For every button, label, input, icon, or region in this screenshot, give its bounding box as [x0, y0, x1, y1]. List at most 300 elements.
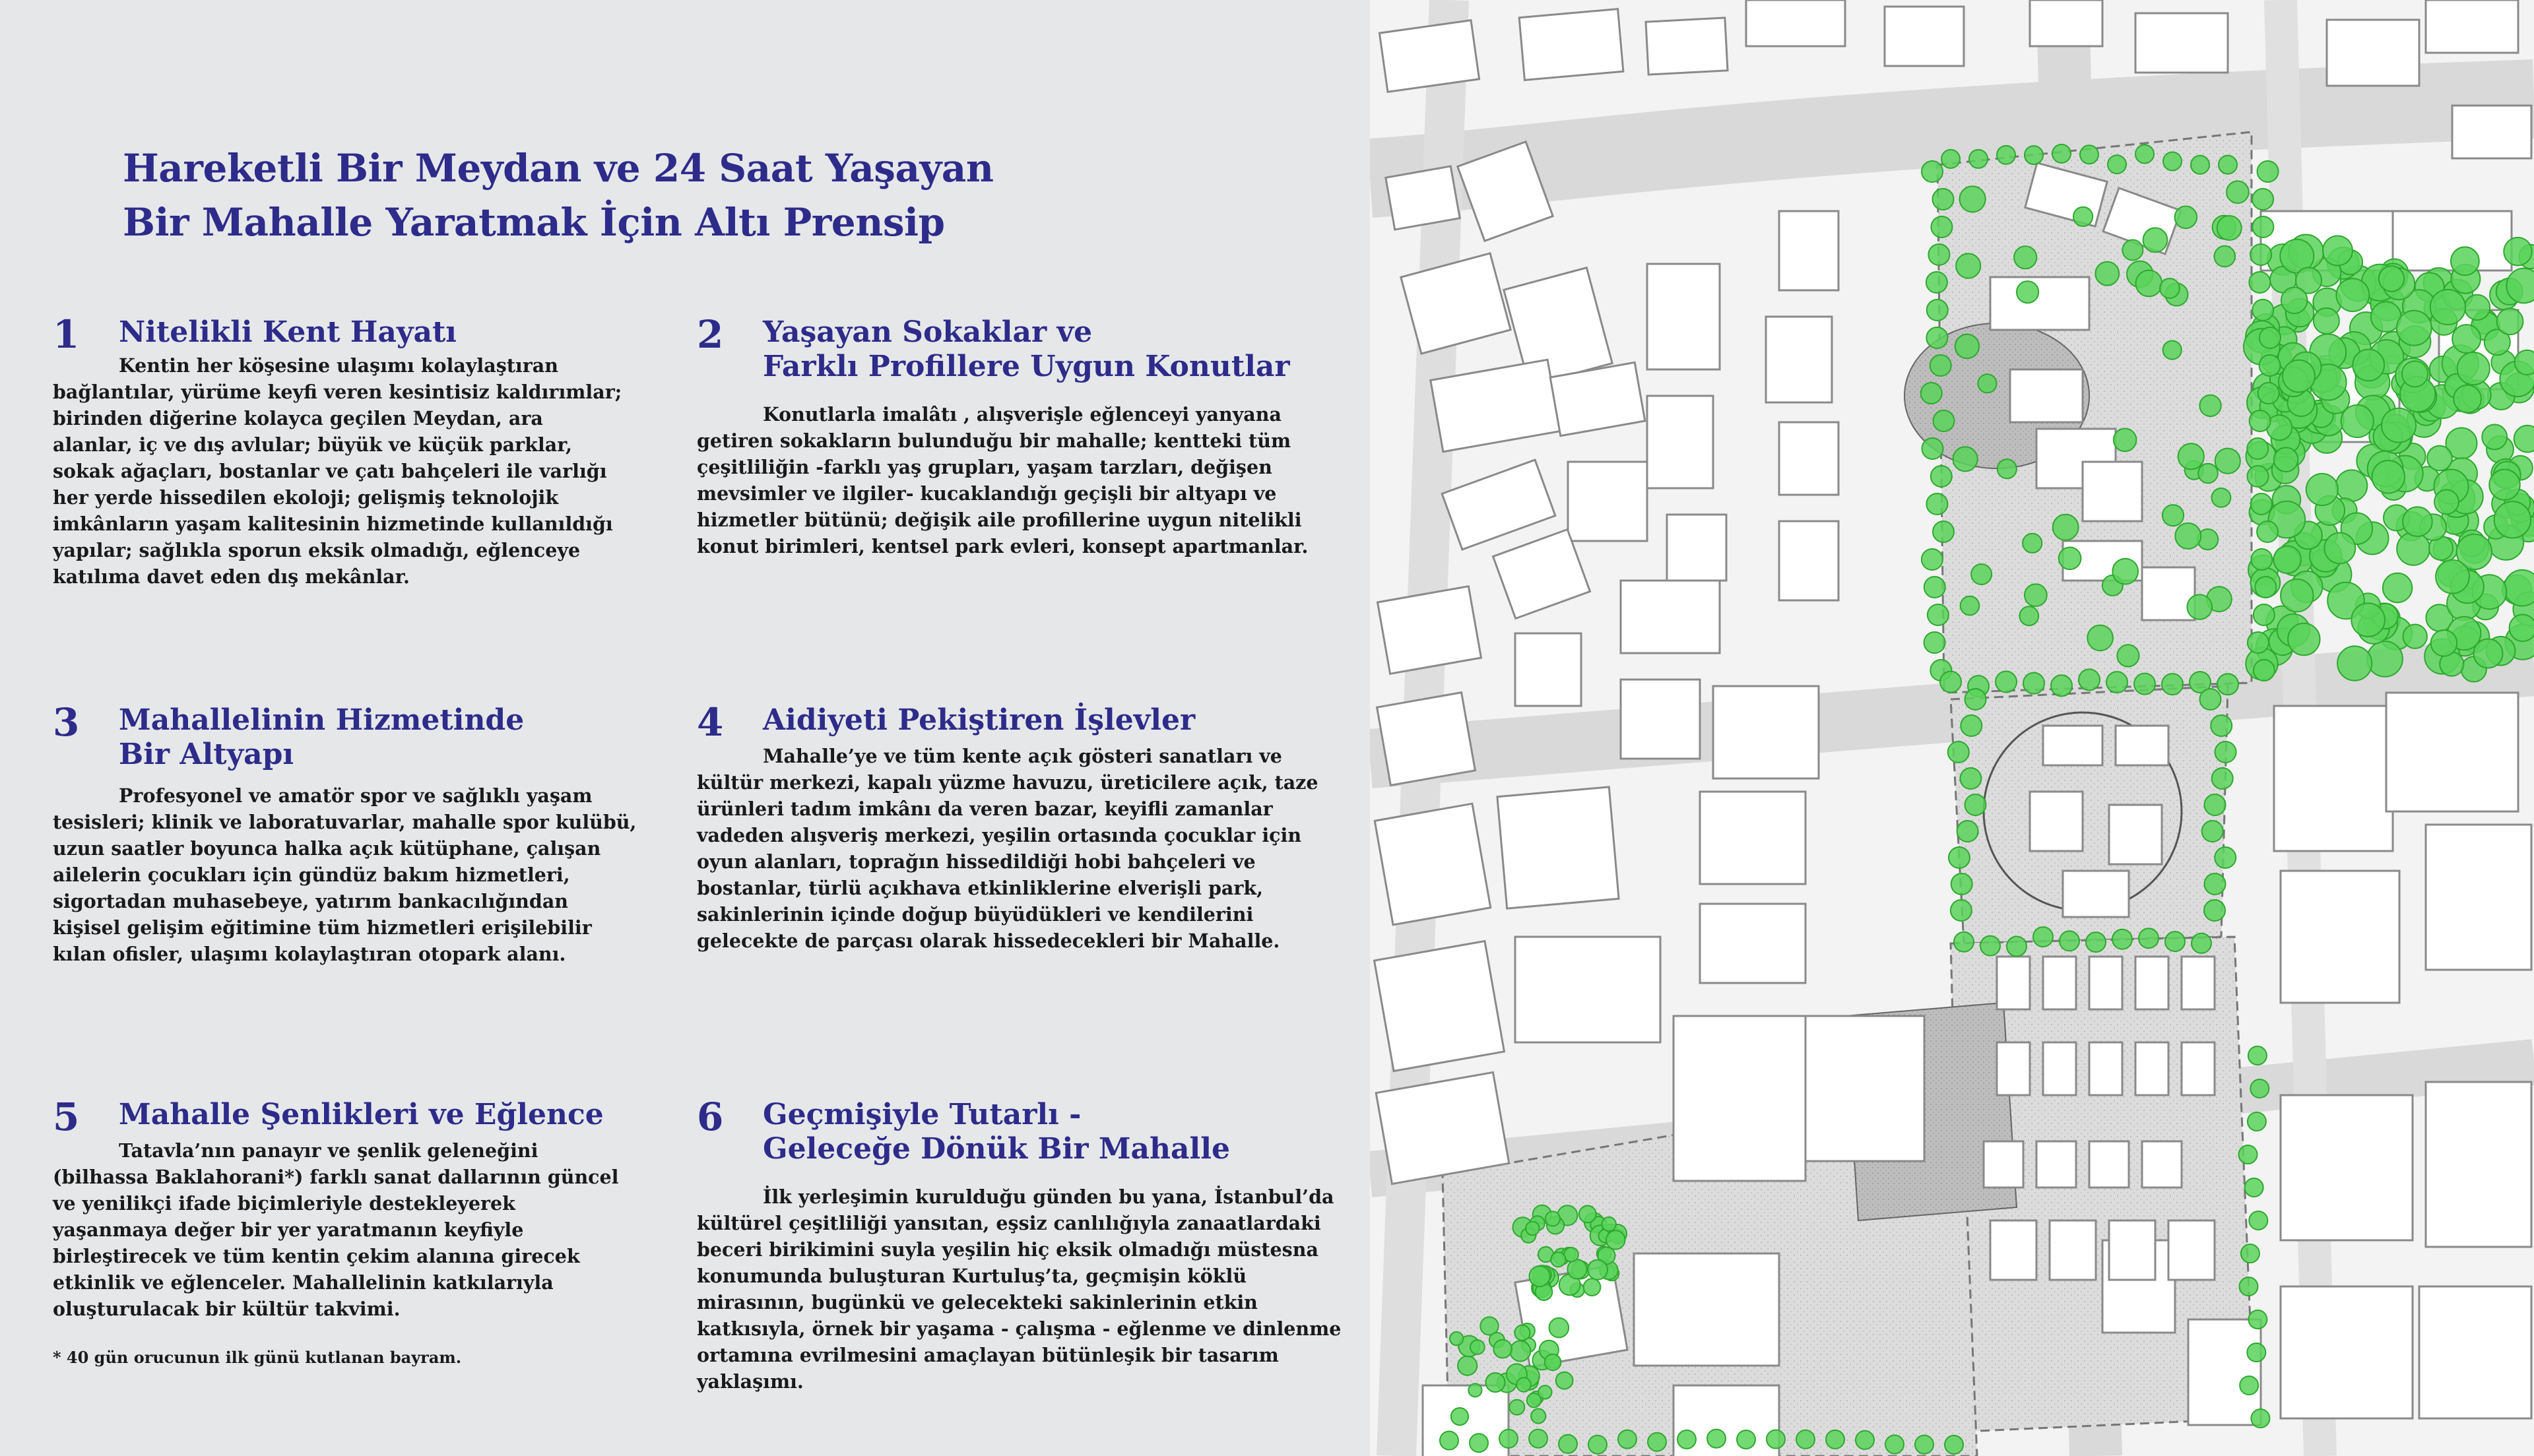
building — [1990, 277, 2089, 330]
tree — [2073, 207, 2093, 226]
building — [1746, 0, 1845, 46]
tree — [2162, 674, 2183, 695]
building — [2109, 805, 2162, 864]
building — [2109, 1220, 2155, 1280]
tree — [2202, 821, 2223, 842]
tree — [2306, 474, 2338, 505]
tree — [1949, 847, 1970, 868]
building — [1442, 460, 1555, 550]
tree — [1588, 1260, 1608, 1280]
building — [1386, 166, 1460, 230]
tree — [2465, 295, 2490, 320]
body-line: konut birimleri, kentsel park evleri, konsept apartmanlar. — [697, 535, 1309, 557]
building — [1997, 957, 2030, 1009]
building — [2182, 957, 2215, 1009]
principle-title — [763, 1098, 1230, 1166]
tree — [2431, 630, 2457, 656]
body-line: ailelerin çocukları için gündüz bakım hizmetleri, — [53, 864, 570, 886]
tree — [2215, 847, 2236, 868]
tree — [2212, 488, 2231, 507]
tree — [2247, 438, 2268, 459]
tree — [2324, 533, 2355, 564]
tree — [1618, 1430, 1637, 1449]
tree — [1737, 1430, 1755, 1449]
body-line: kılan ofisler, ulaşımı kolaylaştıran otopark alanı. — [53, 943, 566, 965]
tree — [1969, 150, 1988, 168]
tree — [1928, 244, 1949, 265]
building — [2050, 1220, 2096, 1280]
building — [1377, 693, 1476, 786]
principle-number: 3 — [53, 700, 80, 745]
building — [1375, 941, 1505, 1071]
tree — [1549, 1318, 1569, 1338]
tree — [2283, 360, 2315, 393]
body-line: Mahalle’ye ve tüm kente açık gösteri sanatları ve — [763, 745, 1282, 767]
tree — [1922, 161, 1943, 182]
tree — [2079, 669, 2100, 690]
building — [1885, 7, 1964, 66]
tree — [2336, 470, 2367, 501]
building — [1667, 515, 1726, 581]
tree — [1951, 900, 1972, 921]
building — [2030, 0, 2102, 46]
building — [2274, 706, 2393, 851]
building — [2426, 825, 2531, 970]
building — [2386, 693, 2518, 811]
tree — [2204, 900, 2225, 921]
tree — [2337, 278, 2370, 311]
tree — [1545, 1354, 1561, 1371]
tree — [2240, 1277, 2258, 1296]
building — [1646, 18, 1728, 75]
building — [1647, 396, 1713, 488]
tree — [2033, 927, 2053, 947]
body-line: İlk yerleşimin kurulduğu günden bu yana, İstanbul’da — [763, 1186, 1334, 1208]
tree — [1971, 564, 1992, 585]
tree — [2247, 1343, 2265, 1362]
tree — [2489, 470, 2519, 500]
building — [1519, 9, 1623, 80]
body-line: kültürel çeşitliliği yansıtan, eşsiz canlılığıyla zanaatlardaki — [697, 1212, 1321, 1234]
principle-title-line: Geçmişiyle Tutarlı - — [763, 1098, 1082, 1131]
body-line: gelecekte de parçası olarak hissedecekleri bir Mahalle. — [697, 930, 1280, 952]
tree — [1996, 672, 2017, 693]
building — [2142, 567, 2195, 620]
building — [1621, 581, 1720, 653]
body-line: sigortadan muhasebeye, yatırım bankacılığından — [53, 890, 569, 912]
body-line: mirasının, bugünkü ve gelecekteki sakinlerinin etkin — [697, 1291, 1258, 1314]
tree — [1932, 216, 1953, 237]
tree — [1458, 1356, 1477, 1376]
tree — [2095, 262, 2119, 286]
body-line: yapılar; sağlıkla sporun eksik olmadığı, eğlenceye — [53, 539, 581, 561]
tree — [1948, 742, 1969, 763]
tree — [2025, 146, 2043, 164]
building — [2182, 1042, 2215, 1095]
body-line: her yerde hissedilen ekoloji; gelişmiş teknolojik — [53, 486, 559, 509]
building — [1378, 586, 1481, 674]
principle-title-line: Yaşayan Sokaklar ve — [763, 315, 1093, 349]
building — [2089, 1042, 2122, 1095]
principle-title — [763, 315, 1290, 384]
tree — [2251, 1409, 2269, 1428]
body-line: yaklaşımı. — [697, 1370, 804, 1393]
body-line: yaşanmaya değer bir yer yaratmanın keyfiyle — [53, 1219, 524, 1241]
building — [2083, 462, 2142, 521]
tree — [2112, 930, 2132, 949]
principle-number: 4 — [697, 700, 724, 745]
tree — [2436, 560, 2469, 594]
tree — [1927, 300, 1948, 321]
tree — [1545, 1211, 1560, 1226]
body-line: uzun saatler boyunca halka açık kütüphane, çalışan — [53, 837, 601, 860]
body-line: tesisleri; klinik ve laboratuvarlar, mahalle spor kulübü, — [53, 811, 637, 833]
tree — [2252, 189, 2273, 210]
building — [2116, 726, 2168, 765]
tree — [1470, 1340, 1485, 1354]
principle-body — [697, 1184, 1341, 1395]
building — [2281, 1286, 2413, 1418]
tree — [2108, 155, 2126, 174]
tree — [2281, 579, 2313, 612]
tree — [2053, 515, 2079, 540]
tree — [1509, 1400, 1524, 1415]
tree — [1796, 1430, 1815, 1449]
tree — [2165, 932, 2185, 951]
body-line: kültür merkezi, kapalı yüzme havuzu, üreticilere açık, taze — [697, 771, 1318, 794]
building — [1990, 1220, 2036, 1280]
tree — [2258, 161, 2279, 182]
tree — [2314, 308, 2339, 334]
tree — [2023, 673, 2044, 694]
tree — [2191, 156, 2209, 174]
building — [2188, 1319, 2261, 1425]
page-title-line-1: Hareketli Bir Meydan ve 24 Saat Yaşayan — [123, 146, 994, 191]
body-line: ve yenilikçi ifade biçimleriyle destekleyerek — [53, 1192, 515, 1215]
tree — [2494, 501, 2531, 538]
tree — [2251, 549, 2272, 570]
tree — [2367, 641, 2403, 677]
body-line: katkısıyla, örnek bir yaşama - çalışma - eğlenme ve dinlenme — [697, 1317, 1342, 1340]
building — [1634, 1253, 1779, 1366]
tree — [2382, 408, 2416, 443]
tree — [1885, 1435, 1904, 1453]
tree — [1928, 604, 1949, 625]
principle-body — [53, 1137, 618, 1322]
tree — [1978, 374, 1996, 393]
tree — [2430, 290, 2465, 325]
building — [1621, 680, 1700, 759]
site-plan-drawing — [1370, 0, 2534, 1456]
tree — [2504, 570, 2534, 606]
tree — [2514, 426, 2534, 453]
building — [2135, 13, 2228, 73]
building — [2063, 871, 2129, 917]
tree — [1531, 1409, 1545, 1423]
building — [2043, 1042, 2076, 1095]
tree — [2217, 216, 2242, 240]
tree — [1954, 932, 1974, 952]
tree — [2504, 237, 2531, 265]
tree — [2248, 1046, 2267, 1065]
page-title — [123, 141, 1245, 249]
tree — [1997, 146, 2015, 164]
tree — [2019, 606, 2038, 625]
tree — [1922, 549, 1943, 570]
principle-number: 2 — [697, 312, 724, 357]
tree — [1941, 150, 1960, 168]
tree — [2274, 447, 2298, 472]
tree — [2160, 278, 2180, 298]
tree — [1933, 521, 1954, 542]
principle-title — [119, 703, 524, 772]
building — [2030, 792, 2083, 851]
principle-title-line: Mahalle Şenlikleri ve Eğlence — [119, 1098, 604, 1131]
principle-title-line: Nitelikli Kent Hayatı — [119, 315, 457, 349]
tree — [2052, 144, 2071, 163]
building — [2043, 726, 2102, 765]
tree — [2482, 425, 2507, 450]
tree — [2249, 1211, 2267, 1230]
building — [2168, 1220, 2215, 1280]
tree — [1677, 1430, 1696, 1449]
tree — [2245, 1178, 2263, 1197]
tree — [1526, 1222, 1540, 1236]
tree — [1648, 1433, 1666, 1451]
tree — [1953, 447, 1978, 471]
principle-title-line: Aidiyeti Pekiştiren İşlevler — [763, 703, 1196, 737]
tree — [2451, 247, 2479, 275]
page-title-line-2: Bir Mahalle Yaratmak İçin Altı Prensip — [123, 200, 945, 245]
tree — [2248, 1310, 2267, 1329]
tree — [1951, 873, 1972, 895]
principle-title-line: Geleceğe Dönük Bir Mahalle — [763, 1132, 1230, 1166]
tree — [1960, 768, 1981, 789]
tree — [1440, 1432, 1458, 1450]
tree — [1606, 1230, 1625, 1249]
building — [1515, 633, 1581, 706]
building — [1997, 1042, 2030, 1095]
building — [2089, 957, 2122, 1009]
tree — [1940, 672, 1961, 693]
tree — [2241, 1244, 2259, 1263]
principle-body — [53, 352, 622, 590]
building — [2036, 1141, 2076, 1187]
tree — [2453, 385, 2481, 413]
tree — [2379, 266, 2404, 291]
tree — [2403, 625, 2427, 649]
tree — [2106, 672, 2128, 693]
tree — [2014, 246, 2036, 269]
building — [1700, 904, 1805, 983]
tree — [2515, 350, 2534, 375]
body-line: sakinlerinin içinde doğup büyüdükleri ve kendilerini — [697, 903, 1254, 926]
tree — [2240, 1376, 2258, 1395]
building — [1779, 521, 1838, 600]
tree — [1930, 355, 1951, 376]
tree — [1527, 1393, 1541, 1407]
building — [1647, 264, 1720, 369]
building — [1379, 20, 1479, 92]
building — [2452, 106, 2531, 158]
tree — [2248, 466, 2269, 487]
tree — [2510, 615, 2534, 642]
tree — [1767, 1430, 1785, 1449]
building — [2426, 0, 2518, 53]
principle-number: 1 — [53, 312, 80, 357]
tree — [1530, 1266, 1550, 1286]
principle-body — [53, 782, 636, 967]
tree — [1499, 1430, 1518, 1448]
footnote: * 40 gün orucunun ilk günü kutlanan bayram. — [53, 1348, 462, 1367]
tree — [2211, 715, 2232, 736]
tree — [2323, 236, 2353, 266]
tree — [2250, 1079, 2269, 1098]
tree — [2178, 443, 2204, 469]
building — [1375, 804, 1491, 925]
tree — [2117, 645, 2139, 666]
tree — [1915, 1436, 1933, 1454]
tree — [2250, 244, 2271, 265]
body-line: (bilhassa Baklahorani*) farklı sanat dallarının güncel — [53, 1166, 619, 1188]
principle-title-line: Bir Altyapı — [119, 738, 294, 771]
tree — [1955, 334, 1979, 358]
tree — [1468, 1383, 1481, 1397]
body-line: kişisel gelişim eğitimine tüm hizmetleri erişilebilir — [53, 916, 592, 939]
building — [2281, 871, 2399, 1003]
building — [2135, 1042, 2168, 1095]
tree — [2162, 505, 2184, 526]
tree — [2250, 410, 2271, 431]
tree — [2023, 534, 2042, 553]
tree — [1926, 272, 1947, 293]
tree — [2457, 352, 2490, 385]
body-line: Tatavla’nın panayır ve şenlik geleneğini — [119, 1139, 538, 1162]
tree — [2506, 269, 2534, 303]
building — [2426, 1082, 2531, 1247]
tree — [2452, 325, 2481, 353]
building — [2089, 1141, 2129, 1187]
tree — [2136, 270, 2162, 297]
tree — [2200, 689, 2221, 710]
tree — [2258, 383, 2279, 404]
tree — [1956, 253, 1980, 278]
tree — [1451, 1408, 1468, 1425]
body-line: alanlar, iç ve dış avlular; büyük ve küçük parklar, — [53, 433, 573, 456]
tree — [2239, 1145, 2258, 1164]
tree — [2248, 1112, 2266, 1131]
principle-number: 6 — [697, 1094, 724, 1139]
body-line: ürünleri tadım imkânı da veren bazar, keyifli zamanlar — [697, 798, 1273, 820]
tree — [2205, 794, 2226, 815]
tree — [1516, 1377, 1530, 1391]
tree — [2017, 281, 2038, 303]
tree — [1961, 596, 1980, 616]
building — [1401, 253, 1511, 354]
body-line: bostanlar, türlü açıkhava etkinliklerine elverişli park, — [697, 877, 1264, 899]
building — [2327, 20, 2419, 86]
tree — [1826, 1430, 1844, 1449]
principle-title-line: Mahallelinin Hizmetinde — [119, 703, 525, 737]
tree — [2215, 449, 2240, 474]
building — [1766, 317, 1832, 402]
tree — [2175, 206, 2197, 229]
tree — [1707, 1430, 1726, 1448]
tree — [1588, 1436, 1607, 1454]
tree — [1551, 1252, 1565, 1267]
tree — [1945, 1436, 1963, 1454]
tree — [2341, 405, 2374, 437]
tree — [2254, 604, 2275, 625]
principle-body — [697, 743, 1318, 954]
tree — [2192, 934, 2211, 953]
tree — [1602, 1217, 1615, 1231]
tree — [2060, 931, 2079, 951]
tree — [2215, 246, 2236, 267]
body-line: getiren sokakların bulunduğu bir mahalle; kentteki tüm — [697, 429, 1291, 452]
tree — [2219, 156, 2237, 174]
tree — [1965, 689, 1986, 710]
principle-title — [763, 703, 1195, 738]
body-line: ortamına evrilmesini amaçlayan bütünleşik bir tasarım — [697, 1344, 1279, 1366]
tree — [1980, 936, 2000, 956]
building — [1779, 422, 1838, 495]
building — [1779, 211, 1838, 290]
tree — [2255, 577, 2276, 598]
tree — [2252, 300, 2273, 321]
tree — [1584, 1279, 1601, 1296]
building — [2419, 1286, 2531, 1418]
tree — [1514, 1325, 1530, 1341]
tree — [2383, 573, 2412, 602]
tree — [1957, 821, 1978, 842]
building — [2142, 1141, 2182, 1187]
tree — [2372, 460, 2405, 493]
tree — [2434, 490, 2459, 514]
building — [2135, 957, 2168, 1009]
body-line: oluşturulacak bir kültür takvimi. — [53, 1298, 401, 1320]
tree — [2403, 507, 2432, 536]
tree — [1926, 327, 1947, 348]
tree — [1556, 1372, 1573, 1389]
tree — [2025, 584, 2047, 606]
tree — [1470, 1434, 1488, 1452]
building — [1376, 1072, 1509, 1184]
building — [1673, 1016, 1805, 1181]
tree — [1924, 577, 1945, 598]
building — [1497, 787, 1619, 908]
tree — [1998, 459, 2017, 478]
tree — [2139, 928, 2159, 948]
building — [1984, 1141, 2023, 1187]
tree — [2353, 350, 2384, 381]
principle-number: 5 — [53, 1094, 80, 1139]
tree — [2259, 327, 2281, 348]
tree — [2397, 311, 2432, 346]
tree — [2114, 429, 2137, 452]
tree — [2281, 288, 2308, 314]
tree — [2288, 623, 2320, 655]
building — [2281, 1095, 2413, 1240]
tree — [1579, 1206, 1596, 1223]
body-line: konumunda buluşturan Kurtuluş’ta, geçmişin köklü — [697, 1265, 1247, 1287]
building — [1805, 1016, 1924, 1161]
tree — [2080, 145, 2098, 164]
tree — [1960, 186, 1986, 212]
tree — [2351, 603, 2385, 637]
tree — [1926, 493, 1947, 515]
tree — [2051, 675, 2072, 696]
